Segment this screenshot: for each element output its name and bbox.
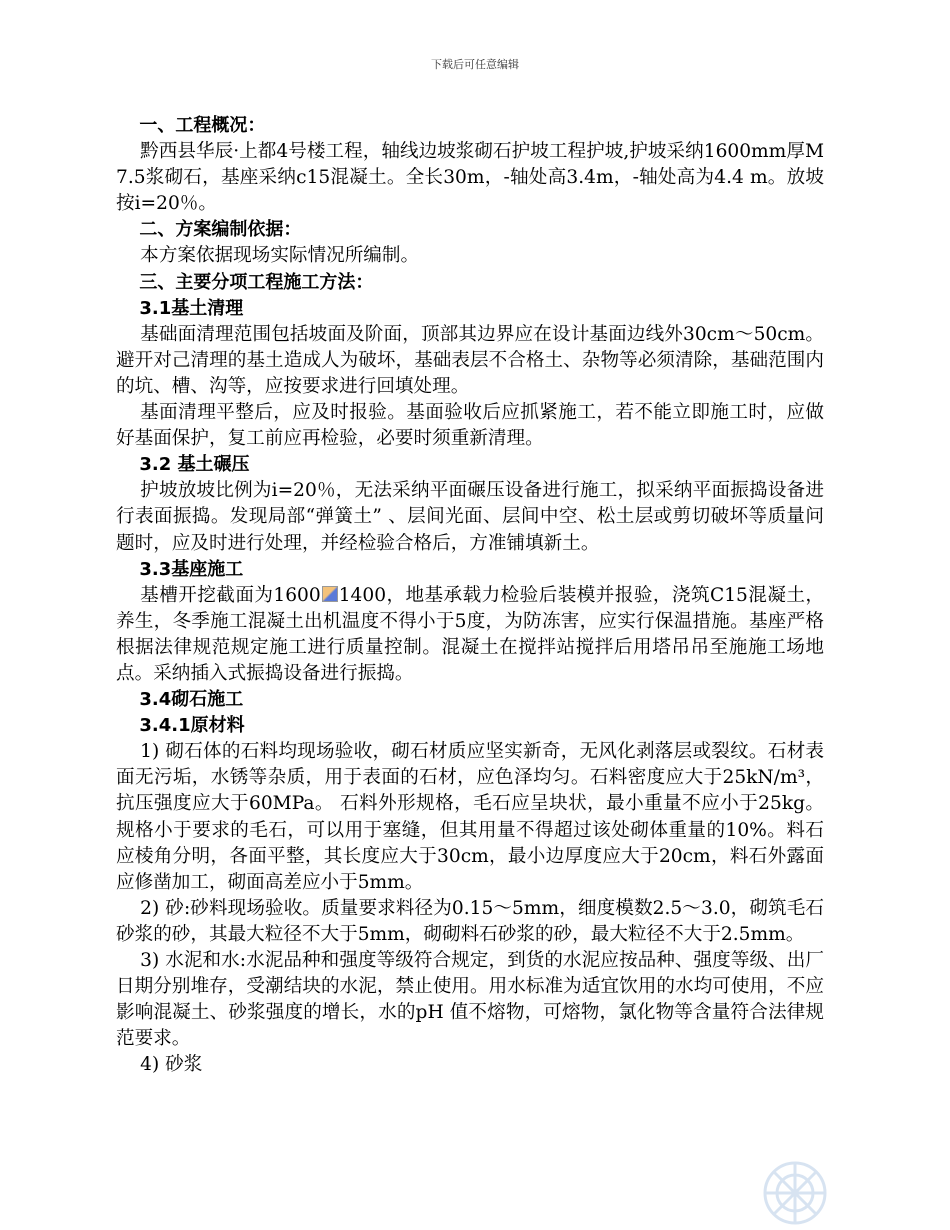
para-3-1-a: 基础面清理范围包括坡面及阶面，顶部其边界应在设计基面边线外30cm～50cm。避开对己清理的基土造成人为破坏，基础表层不合格土、杂物等必须清除，基础范围内的坑、槽、沟等，应按要求进行回填处理。: [116, 323, 824, 397]
para-basis: 本方案依据现场实际情况所编制。: [140, 245, 420, 267]
para-material-1: 1) 砌石体的石料均现场验收，砌石材质应坚实新奇，无风化剥落层或裂纹。石材表面无污垢，水锈等杂质，用于表面的石材，应色泽均匀。石料密度应大于25kN/m³，抗压强度应大于60MPa。 石料外形规格，毛石应呈块状，最小重量不应小于25kg。规格小于要求的毛石，可以用于塞缝，但其用量不得超过该处砌体重量的10%。料石应棱角分明，各面平整，其长度应大于30cm，最小边厚度应大于20cm，料石外露面应修凿加工，砌面高差应小于5mm。: [116, 741, 824, 893]
heading-3-1: 3.1基土清理: [139, 297, 244, 319]
para-3-2: 护坡放坡比例为i=20％，无法采纳平面碾压设备进行施工，拟采纳平面振捣设备进行表面振捣。发现局部“弹簧土” 、层间光面、层间中空、松土层或剪切破坏等质量问题时，应及时进行处理，并经检验合格后，方准铺填新土。: [116, 480, 824, 554]
para-3-1-b: 基面清理平整后，应及时报验。基面验收后应抓紧施工，若不能立即施工时，应做好基面保护，复工前应再检验，必要时须重新清理。: [116, 402, 824, 450]
para-overview: 黔西县华辰·上都4号楼工程，轴线边坡浆砌石护坡工程护坡,护坡采纳1600mm厚M7.5浆砌石，基座采纳c15混凝土。全长30m，-轴处高3.4m，-轴处高为4.4 m。放坡按i=20％。: [116, 141, 824, 215]
broken-glyph-icon: [322, 586, 338, 602]
heading-3-4-1: 3.4.1原材料: [139, 715, 245, 737]
heading-basis: 二、方案编制依据：: [139, 219, 302, 241]
page-header: 下载后可任意编辑: [431, 58, 519, 71]
para-3-3: [116, 583, 824, 687]
para-material-2: 2) 砂:砂料现场验收。质量要求料径为0.15～5mm，细度模数2.5～3.0，砌筑毛石砂浆的砂，其最大粒径不大于5mm，砌砌料石砂浆的砂，最大粒径不大于2.5mm。: [116, 897, 824, 945]
heading-overview: 一、工程概况：: [139, 115, 266, 136]
heading-3-4: 3.4砌石施工: [139, 689, 244, 711]
para-3-3-pre: 基槽开挖截面为1600: [140, 584, 321, 606]
snowflake-logo-icon: [760, 1158, 830, 1228]
heading-methods: 三、主要分项工程施工方法：: [139, 271, 374, 293]
heading-3-2: 3.2 基土碾压: [139, 454, 250, 476]
para-material-4: 4) 砂浆: [140, 1054, 203, 1076]
para-material-3: 3) 水泥和水:水泥品种和强度等级符合规定，到货的水泥应按品种、强度等级、出厂日期分别堆存，受潮结块的水泥，禁止使用。用水标准为适宜饮用的水均可使用，不应影响混凝土、砂浆强度的增长，水的pH 值不熔物，可熔物，氯化物等含量符合法律规范要求。: [116, 950, 824, 1050]
para-3-3-post: 1400，地基承载力检验后装模并报验，浇筑C15混凝土，养生，冬季施工混凝土出机温度不得小于5度，为防冻害，应实行保温措施。基座严格根据法律规范规定施工进行质量控制。混凝土在搅拌站搅拌后用塔吊吊至施施工场地点。采纳插入式振捣设备进行振捣。: [116, 584, 824, 684]
heading-3-3: 3.3基座施工: [139, 558, 244, 580]
document-body: [116, 113, 824, 1078]
